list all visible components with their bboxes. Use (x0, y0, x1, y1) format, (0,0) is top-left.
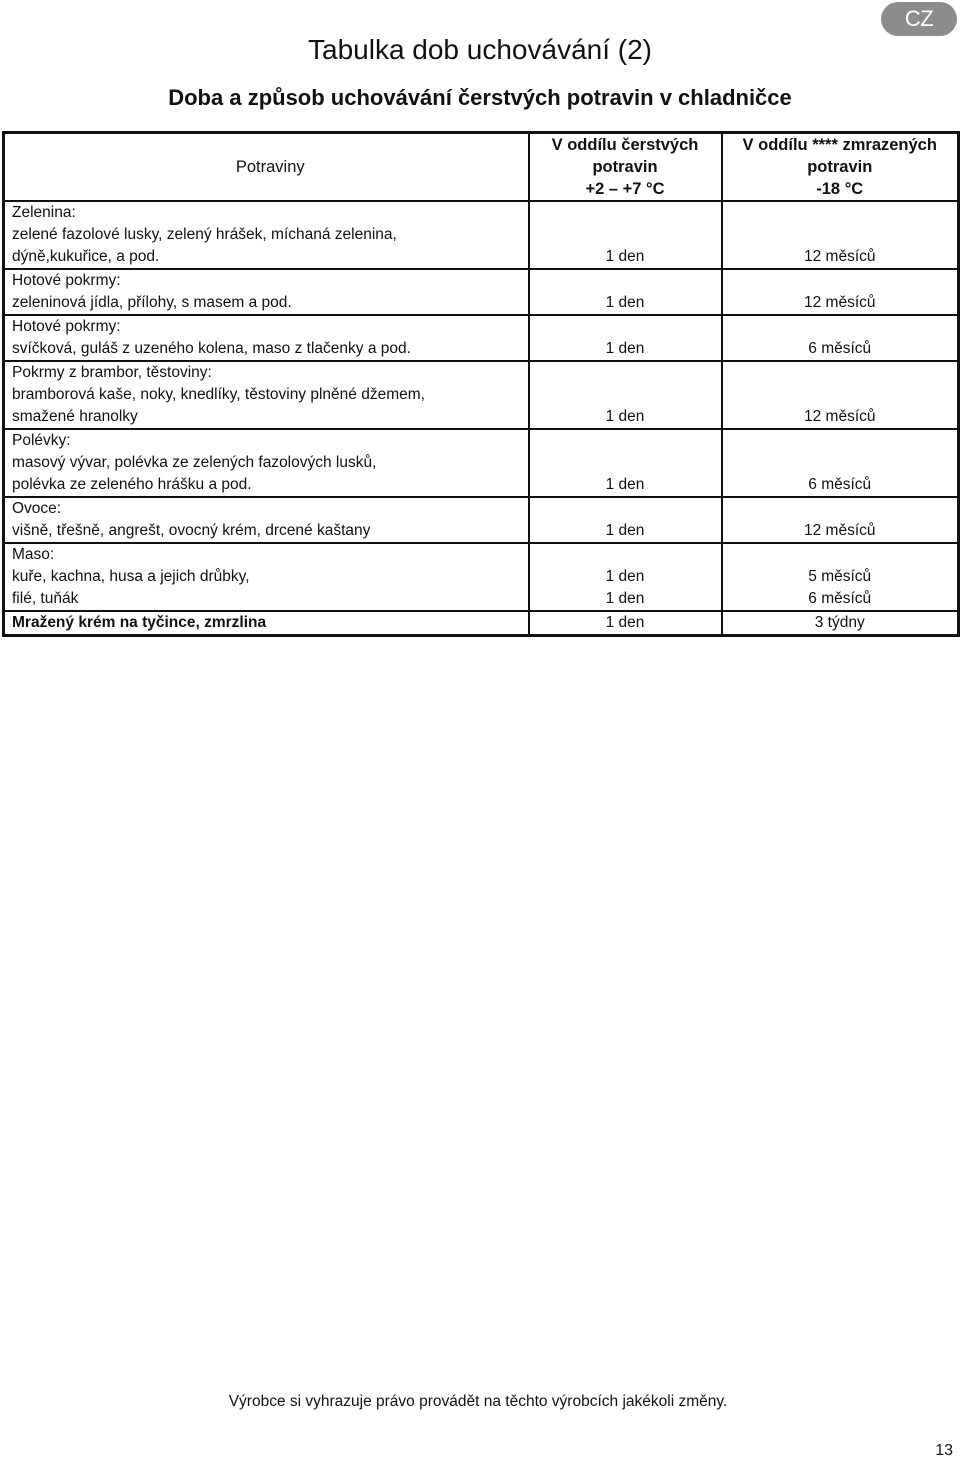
food-description: zeleninová jídla, přílohy, s masem a pod. (12, 294, 292, 311)
table-row (4, 543, 959, 611)
food-description: polévka ze zeleného hrášku a pod. (12, 476, 252, 493)
header-food: Potraviny (4, 133, 529, 202)
food-description: dýně,kukuřice, a pod. (12, 248, 160, 265)
page-title: Tabulka dob uchovávání (2) (308, 34, 652, 65)
food-category: Hotové pokrmy: (12, 272, 121, 289)
fresh-duration: 1 den (529, 201, 722, 269)
food-category: Hotové pokrmy: (12, 318, 121, 335)
food-cell (4, 201, 529, 269)
header-fresh-compartment: V oddílu čerstvých potravin +2 – +7 °C (529, 133, 722, 202)
food-category: Maso: (12, 546, 55, 563)
food-cell (4, 315, 529, 361)
food-description: masový vývar, polévka ze zelených fazolových lusků, (12, 454, 377, 471)
frozen-duration: 12 měsíců (722, 269, 959, 315)
frozen-duration: 12 měsíců (722, 497, 959, 543)
food-category: Ovoce: (12, 500, 62, 517)
table-header-row (4, 133, 959, 202)
food-cell (4, 543, 529, 611)
food-cell (4, 429, 529, 497)
frozen-duration: 3 týdny (722, 611, 959, 636)
fresh-duration: 1 den (529, 269, 722, 315)
frozen-duration: 6 měsíců (722, 315, 959, 361)
language-badge: CZ (881, 2, 957, 36)
food-category: Pokrmy z brambor, těstoviny: (12, 364, 212, 381)
header-freezer-compartment: V oddílu **** zmrazených potravin -18 °C (722, 133, 959, 202)
food-description: svíčková, guláš z uzeného kolena, maso z tlačenky a pod. (12, 340, 411, 357)
frozen-duration: 6 měsíců (722, 429, 959, 497)
fresh-duration: 1 den (529, 315, 722, 361)
table-row (4, 611, 959, 636)
table-row (4, 201, 959, 269)
page-number: 13 (935, 1442, 953, 1459)
food-description: filé, tuňák (12, 590, 79, 607)
table-row (4, 361, 959, 429)
page-subtitle: Doba a způsob uchovávání čerstvých potravin v chladničce (168, 85, 792, 110)
food-cell (4, 611, 529, 636)
fresh-duration: 1 den 1 den (529, 543, 722, 611)
table-row (4, 497, 959, 543)
food-cell (4, 361, 529, 429)
table-row (4, 315, 959, 361)
food-category: Zelenina: (12, 204, 76, 221)
food-description: bramborová kaše, noky, knedlíky, těstoviny plněné džemem, (12, 386, 425, 403)
fresh-duration: 1 den (529, 497, 722, 543)
fresh-duration: 1 den (529, 611, 722, 636)
food-description: Mražený krém na tyčince, zmrzlina (12, 614, 267, 631)
food-description: kuře, kachna, husa a jejich drůbky, (12, 568, 250, 585)
table-row (4, 429, 959, 497)
storage-table (2, 131, 960, 637)
frozen-duration: 12 měsíců (722, 361, 959, 429)
food-category: Polévky: (12, 432, 71, 449)
food-description: višně, třešně, angrešt, ovocný krém, drcené kaštany (12, 522, 371, 539)
table-row (4, 269, 959, 315)
frozen-duration: 5 měsíců 6 měsíců (722, 543, 959, 611)
food-description: smažené hranolky (12, 408, 138, 425)
disclaimer-footer: Výrobce si vyhrazuje právo provádět na těchto výrobcích jakékoli změny. (228, 1393, 728, 1410)
fresh-duration: 1 den (529, 361, 722, 429)
food-description: zelené fazolové lusky, zelený hrášek, míchaná zelenina, (12, 226, 397, 243)
food-cell (4, 269, 529, 315)
food-cell (4, 497, 529, 543)
fresh-duration: 1 den (529, 429, 722, 497)
frozen-duration: 12 měsíců (722, 201, 959, 269)
